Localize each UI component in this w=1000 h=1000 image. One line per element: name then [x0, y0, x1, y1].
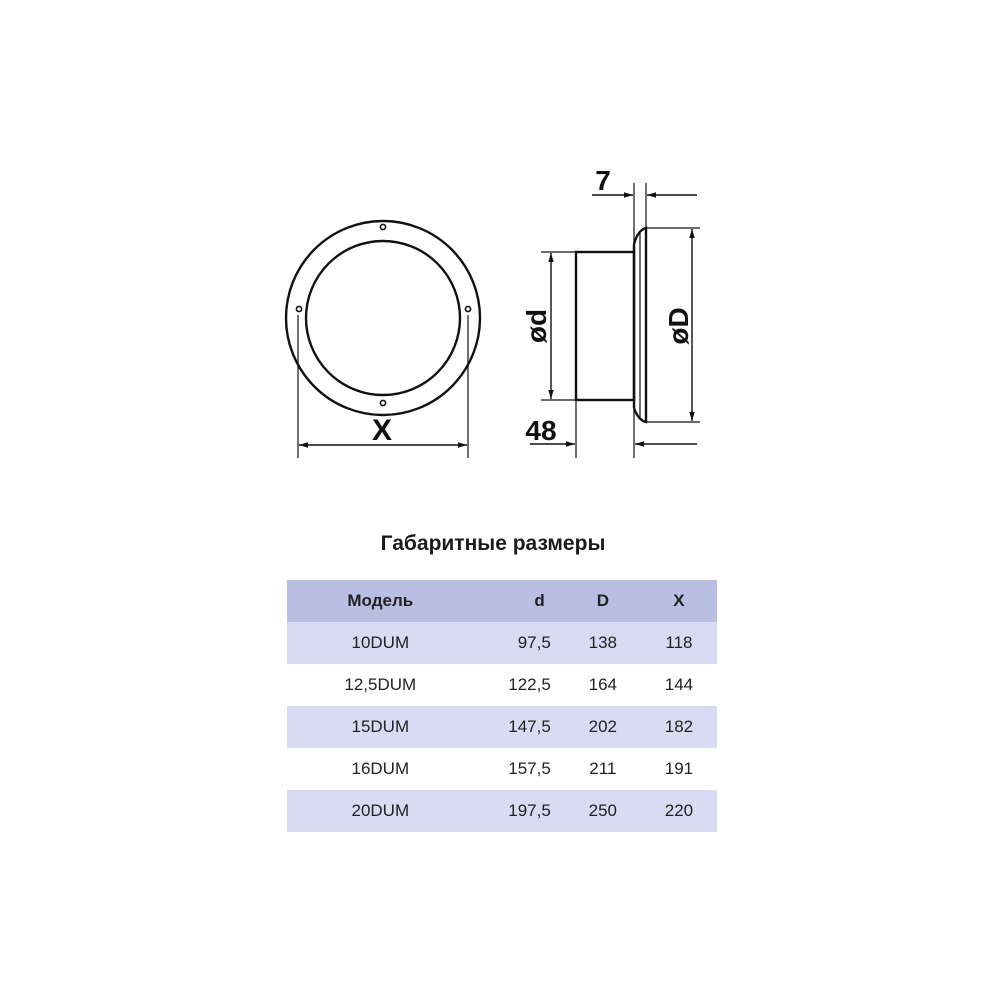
- cell-X: 118: [665, 633, 693, 652]
- header-D: D: [596, 591, 609, 610]
- mount-hole-left: [296, 306, 301, 311]
- header-X: X: [673, 591, 685, 610]
- d-dimension-label: ød: [521, 308, 552, 344]
- dimensions-table: [287, 580, 717, 832]
- cell-D: 164: [588, 675, 618, 694]
- cell-d: 97,5: [517, 633, 551, 652]
- table-row: [287, 790, 717, 832]
- sleeve-body: [576, 252, 634, 400]
- header-model: Модель: [347, 591, 414, 610]
- table-row: [287, 748, 717, 790]
- cell-d: 147,5: [508, 717, 551, 736]
- cell-D: 250: [588, 801, 618, 820]
- cell-model: 20DUM: [351, 801, 410, 820]
- mount-hole-bottom: [380, 400, 385, 405]
- mount-hole-top: [380, 224, 385, 229]
- cell-X: 182: [664, 717, 694, 736]
- mount-hole-right: [465, 306, 470, 311]
- cell-model: 10DUM: [351, 633, 410, 652]
- cell-model: 15DUM: [351, 717, 410, 736]
- x-dimension-label: X: [371, 414, 393, 447]
- table-header-row: [287, 580, 717, 622]
- cell-D: 211: [589, 759, 617, 778]
- cell-X: 191: [664, 759, 694, 778]
- table-row: [287, 622, 717, 664]
- table-title: Габаритные размеры: [380, 532, 606, 555]
- header-d: d: [534, 591, 545, 610]
- cell-D: 202: [588, 717, 618, 736]
- cell-X: 144: [664, 675, 694, 694]
- cell-X: 220: [664, 801, 694, 820]
- table-row: [287, 664, 717, 706]
- flange-inner-circle: [306, 241, 460, 395]
- cell-d: 122,5: [508, 675, 551, 694]
- flange-outer-circle: [286, 221, 480, 415]
- cell-model: 12,5DUM: [344, 675, 417, 694]
- cell-model: 16DUM: [351, 759, 410, 778]
- depth-dimension-label: 48: [525, 415, 557, 446]
- cell-d: 157,5: [508, 759, 551, 778]
- cell-d: 197,5: [508, 801, 551, 820]
- table-row: [287, 706, 717, 748]
- cell-D: 138: [588, 633, 618, 652]
- D-dimension-label: øD: [663, 307, 694, 345]
- seven-dimension-label: 7: [595, 165, 611, 196]
